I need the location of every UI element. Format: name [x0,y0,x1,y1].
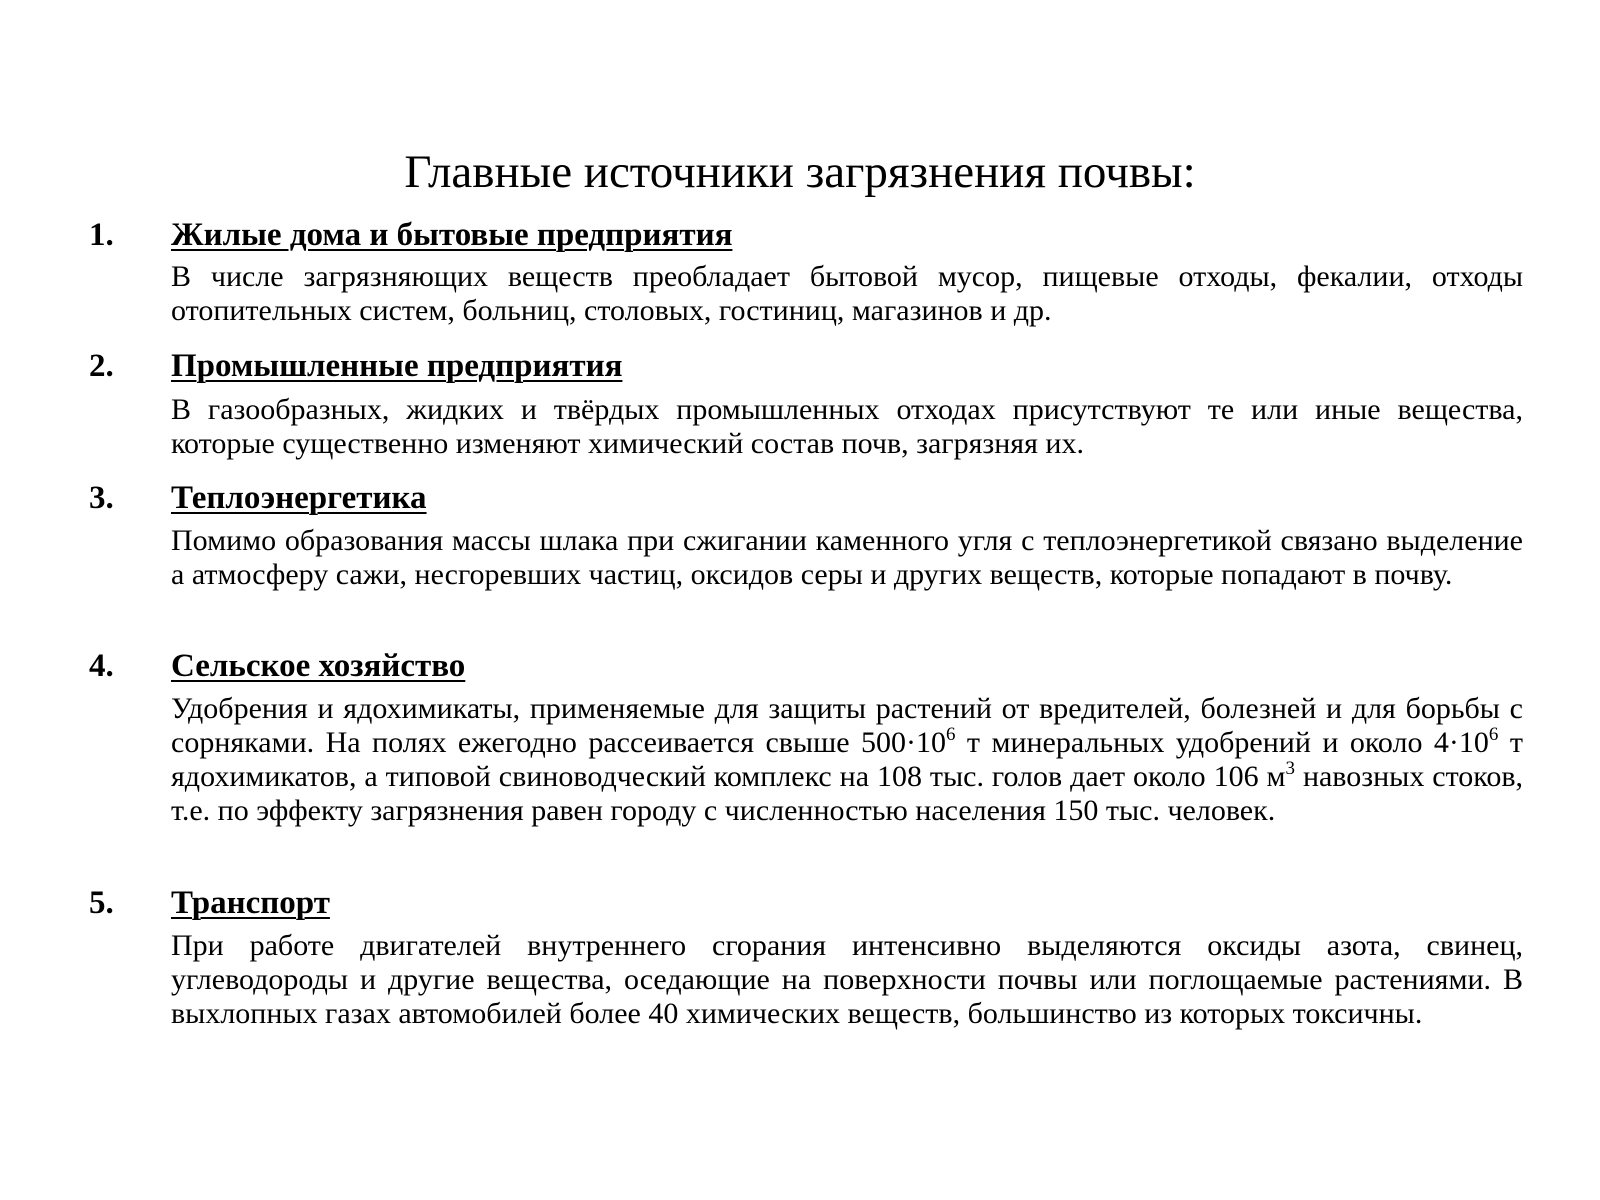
description-text: Удобрения и ядохимикаты, применяемые для защиты растений от вредителей, болезней и для борьбы с сорняками. На полях ежегодно рассеивается свыше 500·10 [171,692,1523,759]
exponent: 6 [1488,724,1499,745]
item-number: 4. [89,648,114,684]
exponent: 3 [1285,758,1296,779]
description-text: т ядохимикатов, а типовой свиноводческий комплекс на 108 тыс. голов дает около 106 м [171,726,1523,793]
description-text: т минеральных удобрений и около 4·10 [955,726,1489,759]
item-description: При работе двигателей внутреннего сгорания интенсивно выделяются оксиды азота, свинец, углеводороды и другие вещества, оседающие на поверхности почвы или поглощаемые растениями. В выхлопных газах автомобилей более 40 химических веществ, большинство из которых токсичны. [171,929,1523,1030]
slide-title: Главные источники загрязнения почвы: [404,146,1196,198]
exponent: 6 [945,724,956,745]
item-number: 2. [89,348,114,384]
item-number: 3. [89,480,114,516]
item-description: В числе загрязняющих веществ преобладает бытовой мусор, пищевые отходы, фекалии, отходы отопительных систем, больниц, столовых, гостиниц, магазинов и др. [171,260,1523,327]
item-heading: Сельское хозяйство [171,648,466,684]
item-description: В газообразных, жидких и твёрдых промышленных отходах присутствуют те или иные вещества, которые существенно изменяют химический состав почв, загрязняя их. [171,393,1523,460]
item-heading: Жилые дома и бытовые предприятия [171,217,733,253]
item-heading: Промышленные предприятия [171,348,623,384]
item-number: 5. [89,885,114,921]
item-number: 1. [89,217,114,253]
item-heading: Транспорт [171,885,330,921]
item-description: Помимо образования массы шлака при сжигании каменного угля с теплоэнергетикой связано выделение а атмосферу сажи, несгоревших частиц, оксидов серы и других веществ, которые попадают в почву. [171,524,1523,591]
description-text: навозных стоков, т.е. по эффекту загрязнения равен городу с численностью населения 150 тыс. человек. [171,760,1524,827]
item-heading: Теплоэнергетика [171,480,427,516]
item-description [171,692,1523,828]
